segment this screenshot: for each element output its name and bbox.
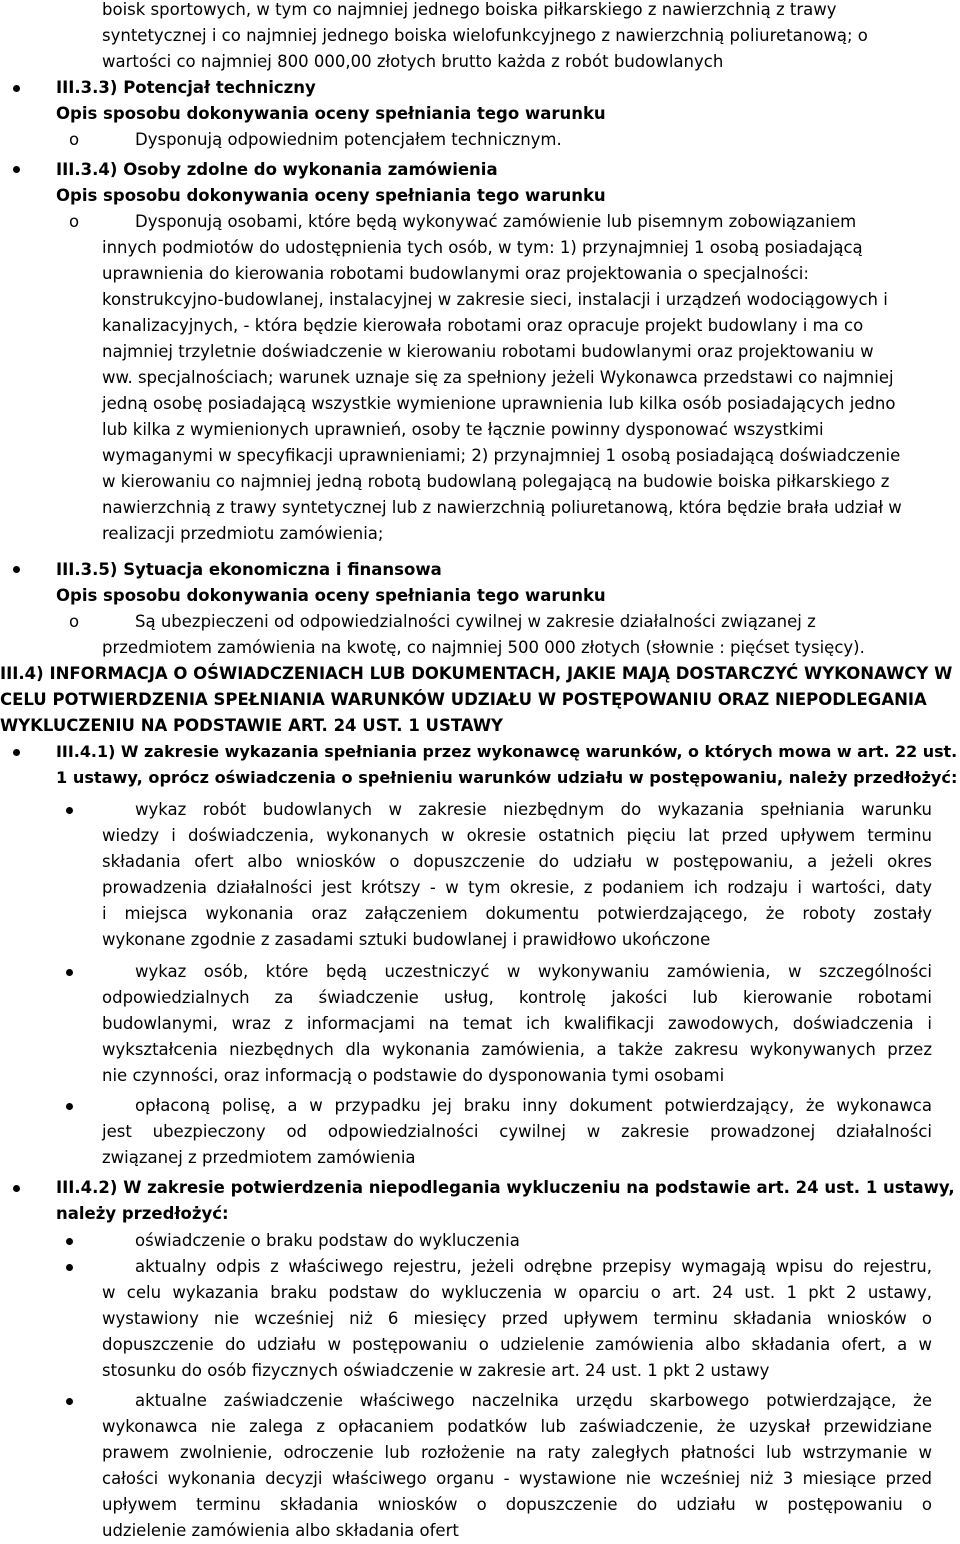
list-item-text: lub kilka z wymienionych uprawnień, osoby te łącznie powinny dysponować wszystkimi	[102, 420, 824, 439]
method-label: Opis sposobu dokonywania oceny spełniania tego warunku	[56, 186, 606, 205]
list-item-text: uprawnienia do kierowania robotami budowlanymi oraz projektowania o specjalności:	[102, 264, 809, 283]
list-item-text: wykaz robót budowlanych w zakresie niezbędnym do wykazania spełniania warunku	[135, 800, 932, 819]
bullet-icon	[13, 1185, 20, 1192]
list-item-text: i miejsca wykonania oraz załączeniem dokumentu potwierdzającego, że roboty zostały	[102, 904, 932, 923]
list-item-text: nawierzchnią z trawy syntetycznej lub z nawierzchnią poliuretanową, która będzie brała udział w	[102, 498, 902, 517]
list-item-text: najmniej trzyletnie doświadczenie w kierowaniu robotami budowlanymi oraz projektowaniu w	[102, 342, 874, 361]
list-item-text: budowlanymi, wraz z informacjami na temat ich kwalifikacji zawodowych, doświadczenia i	[102, 1014, 932, 1033]
bullet-icon	[13, 166, 20, 173]
list-item-text: prawem zwolnienie, odroczenie lub rozłożenie na raty zaległych płatności lub wstrzymanie w	[102, 1443, 932, 1462]
list-item-text: wykaz osób, które będą uczestniczyć w wykonywaniu zamówienia, w szczególności	[135, 962, 932, 981]
list-item-text: innych podmiotów do udostępnienia tych osób, w tym: 1) przynajmniej 1 osobą posiadającą	[102, 238, 863, 257]
list-item-text: wykonawca nie zalega z opłacaniem podatków lub zaświadczenie, że uzyskał przewidziane	[102, 1417, 932, 1436]
bullet-icon	[66, 1264, 73, 1271]
list-item-text: nie czynności, oraz informacją o podstawie do dysponowania tymi osobami	[102, 1066, 725, 1085]
section-heading: III.3.5) Sytuacja ekonomiczna i finansowa	[56, 560, 442, 579]
list-item-text: jedną osobę posiadającą wszystkie wymienione uprawnienia lub kilka osób posiadających jedno	[102, 394, 896, 413]
bullet-icon	[13, 85, 20, 92]
list-item-text: dopuszczenie do udziału w postępowaniu o udzielenie zamówienia albo składania ofert, a w	[102, 1335, 932, 1354]
list-item-text: upływem terminu składania wniosków o dopuszczenie do udziału w postępowaniu o	[102, 1495, 932, 1514]
list-item-text: opłaconą polisę, a w przypadku jej braku inny dokument potwierdzający, że wykonawca	[135, 1096, 932, 1115]
bullet-icon	[66, 1398, 73, 1405]
text-line: wartości co najmniej 800 000,00 złotych brutto każda z robót budowlanych	[102, 52, 724, 71]
subsection-heading: 1 ustawy, oprócz oświadczenia o spełnieniu warunków udziału w postępowaniu, należy przedłożyć:	[56, 768, 958, 787]
circle-bullet-icon: o	[69, 612, 80, 631]
list-item-text: Są ubezpieczeni od odpowiedzialności cywilnej w zakresie działalności związanej z	[135, 612, 816, 631]
list-item-text: wystawiony nie wcześniej niż 6 miesięcy przed upływem terminu składania wniosków o	[102, 1309, 932, 1328]
subsection-heading: III.4.1) W zakresie wykazania spełniania przez wykonawcę warunków, o których mowa w art. 22 ust.	[56, 742, 958, 761]
section-heading: CELU POTWIERDZENIA SPEŁNIANIA WARUNKÓW UDZIAŁU W POSTĘPOWANIU ORAZ NIEPODLEGANIA	[0, 690, 927, 709]
list-item-text: oświadczenie o braku podstaw do wykluczenia	[135, 1231, 520, 1250]
section-heading: III.4) INFORMACJA O OŚWIADCZENIACH LUB DOKUMENTACH, JAKIE MAJĄ DOSTARCZYĆ WYKONAWCY W	[0, 664, 953, 683]
list-item-text: kanalizacyjnych, - która będzie kierowała robotami oraz opracuje projekt budowlany i ma co	[102, 316, 864, 335]
section-heading: III.3.3) Potencjał techniczny	[56, 78, 316, 97]
subsection-heading: należy przedłożyć:	[56, 1204, 229, 1223]
subsection-heading: III.4.2) W zakresie potwierdzenia niepodlegania wykluczeniu na podstawie art. 24 ust. 1 ustawy,	[56, 1178, 955, 1197]
bullet-icon	[66, 807, 73, 814]
text-line: boisk sportowych, w tym co najmniej jednego boiska piłkarskiego z nawierzchnią z trawy	[102, 0, 837, 19]
list-item-text: stosunku do osób fizycznych oświadczenie w zakresie art. 24 ust. 1 pkt 2 ustawy	[102, 1361, 770, 1380]
bullet-icon	[13, 749, 20, 756]
list-item-text: związanej z przedmiotem zamówienia	[102, 1148, 416, 1167]
method-label: Opis sposobu dokonywania oceny spełniania tego warunku	[56, 586, 606, 605]
list-item-text: konstrukcyjno-budowlanej, instalacyjnej w zakresie sieci, instalacji i urządzeń wodociągowych i	[102, 290, 888, 309]
list-item-text: ww. specjalnościach; warunek uznaje się za spełniony jeżeli Wykonawca przedstawi co najmniej	[102, 368, 894, 387]
list-item-text: prowadzenia działalności jest krótszy - w tym okresie, z podaniem ich rodzaju i wartości, daty	[102, 878, 932, 897]
list-item-text: odpowiedzialnych za świadczenie usług, kontrolę jakości lub kierowanie robotami	[102, 988, 932, 1007]
list-item-text: wykonane zgodnie z zasadami sztuki budowlanej i prawidłowo ukończone	[102, 930, 711, 949]
list-item-text: aktualny odpis z właściwego rejestru, jeżeli odrębne przepisy wymagają wpisu do rejestru,	[135, 1257, 932, 1276]
list-item-text: udzielenie zamówienia albo składania ofert	[102, 1521, 459, 1540]
list-item-text: wykształcenia niezbędnych dla wykonania zamówienia, a także zakresu wykonywanych przez	[102, 1040, 932, 1059]
list-item-text: wymaganymi w specyfikacji uprawnieniami; 2) przynajmniej 1 osobą posiadającą doświadczenie	[102, 446, 901, 465]
list-item-text: w kierowaniu co najmniej jedną robotą budowlaną polegającą na budowie boiska piłkarskiego z	[102, 472, 890, 491]
list-item-text: wiedzy i doświadczenia, wykonanych w okresie ostatnich pięciu lat przed upływem terminu	[102, 826, 932, 845]
list-item-text: Dysponują odpowiednim potencjałem technicznym.	[135, 130, 562, 149]
list-item-text: aktualne zaświadczenie właściwego naczelnika urzędu skarbowego potwierdzające, że	[135, 1391, 932, 1410]
circle-bullet-icon: o	[69, 212, 80, 231]
section-heading: WYKLUCZENIU NA PODSTAWIE ART. 24 UST. 1 USTAWY	[0, 716, 503, 735]
method-label: Opis sposobu dokonywania oceny spełniania tego warunku	[56, 104, 606, 123]
list-item-text: w celu wykazania braku podstaw do wykluczenia w oparciu o art. 24 ust. 1 pkt 2 ustawy,	[102, 1283, 932, 1302]
bullet-icon	[66, 1238, 73, 1245]
list-item-text: całości wykonania decyzji właściwego organu - wystawione nie wcześniej niż 3 miesiące przed	[102, 1469, 932, 1488]
section-heading: III.3.4) Osoby zdolne do wykonania zamówienia	[56, 160, 498, 179]
list-item-text: składania ofert albo wniosków o dopuszczenie do udziału w postępowaniu, a jeżeli okres	[102, 852, 932, 871]
list-item-text: jest ubezpieczony od odpowiedzialności cywilnej w zakresie prowadzonej działalności	[102, 1122, 932, 1141]
bullet-icon	[13, 566, 20, 573]
circle-bullet-icon: o	[69, 130, 80, 149]
bullet-icon	[66, 1103, 73, 1110]
list-item-text: realizacji przedmiotu zamówienia;	[102, 524, 384, 543]
bullet-icon	[66, 969, 73, 976]
text-line: syntetycznej i co najmniej jednego boiska wielofunkcyjnego z nawierzchnią poliuretanową; o	[102, 26, 868, 45]
list-item-text: Dysponują osobami, które będą wykonywać zamówienie lub pisemnym zobowiązaniem	[135, 212, 857, 231]
list-item-text: przedmiotem zamówienia na kwotę, co najmniej 500 000 złotych (słownie : pięćset tysięcy).	[102, 638, 865, 657]
